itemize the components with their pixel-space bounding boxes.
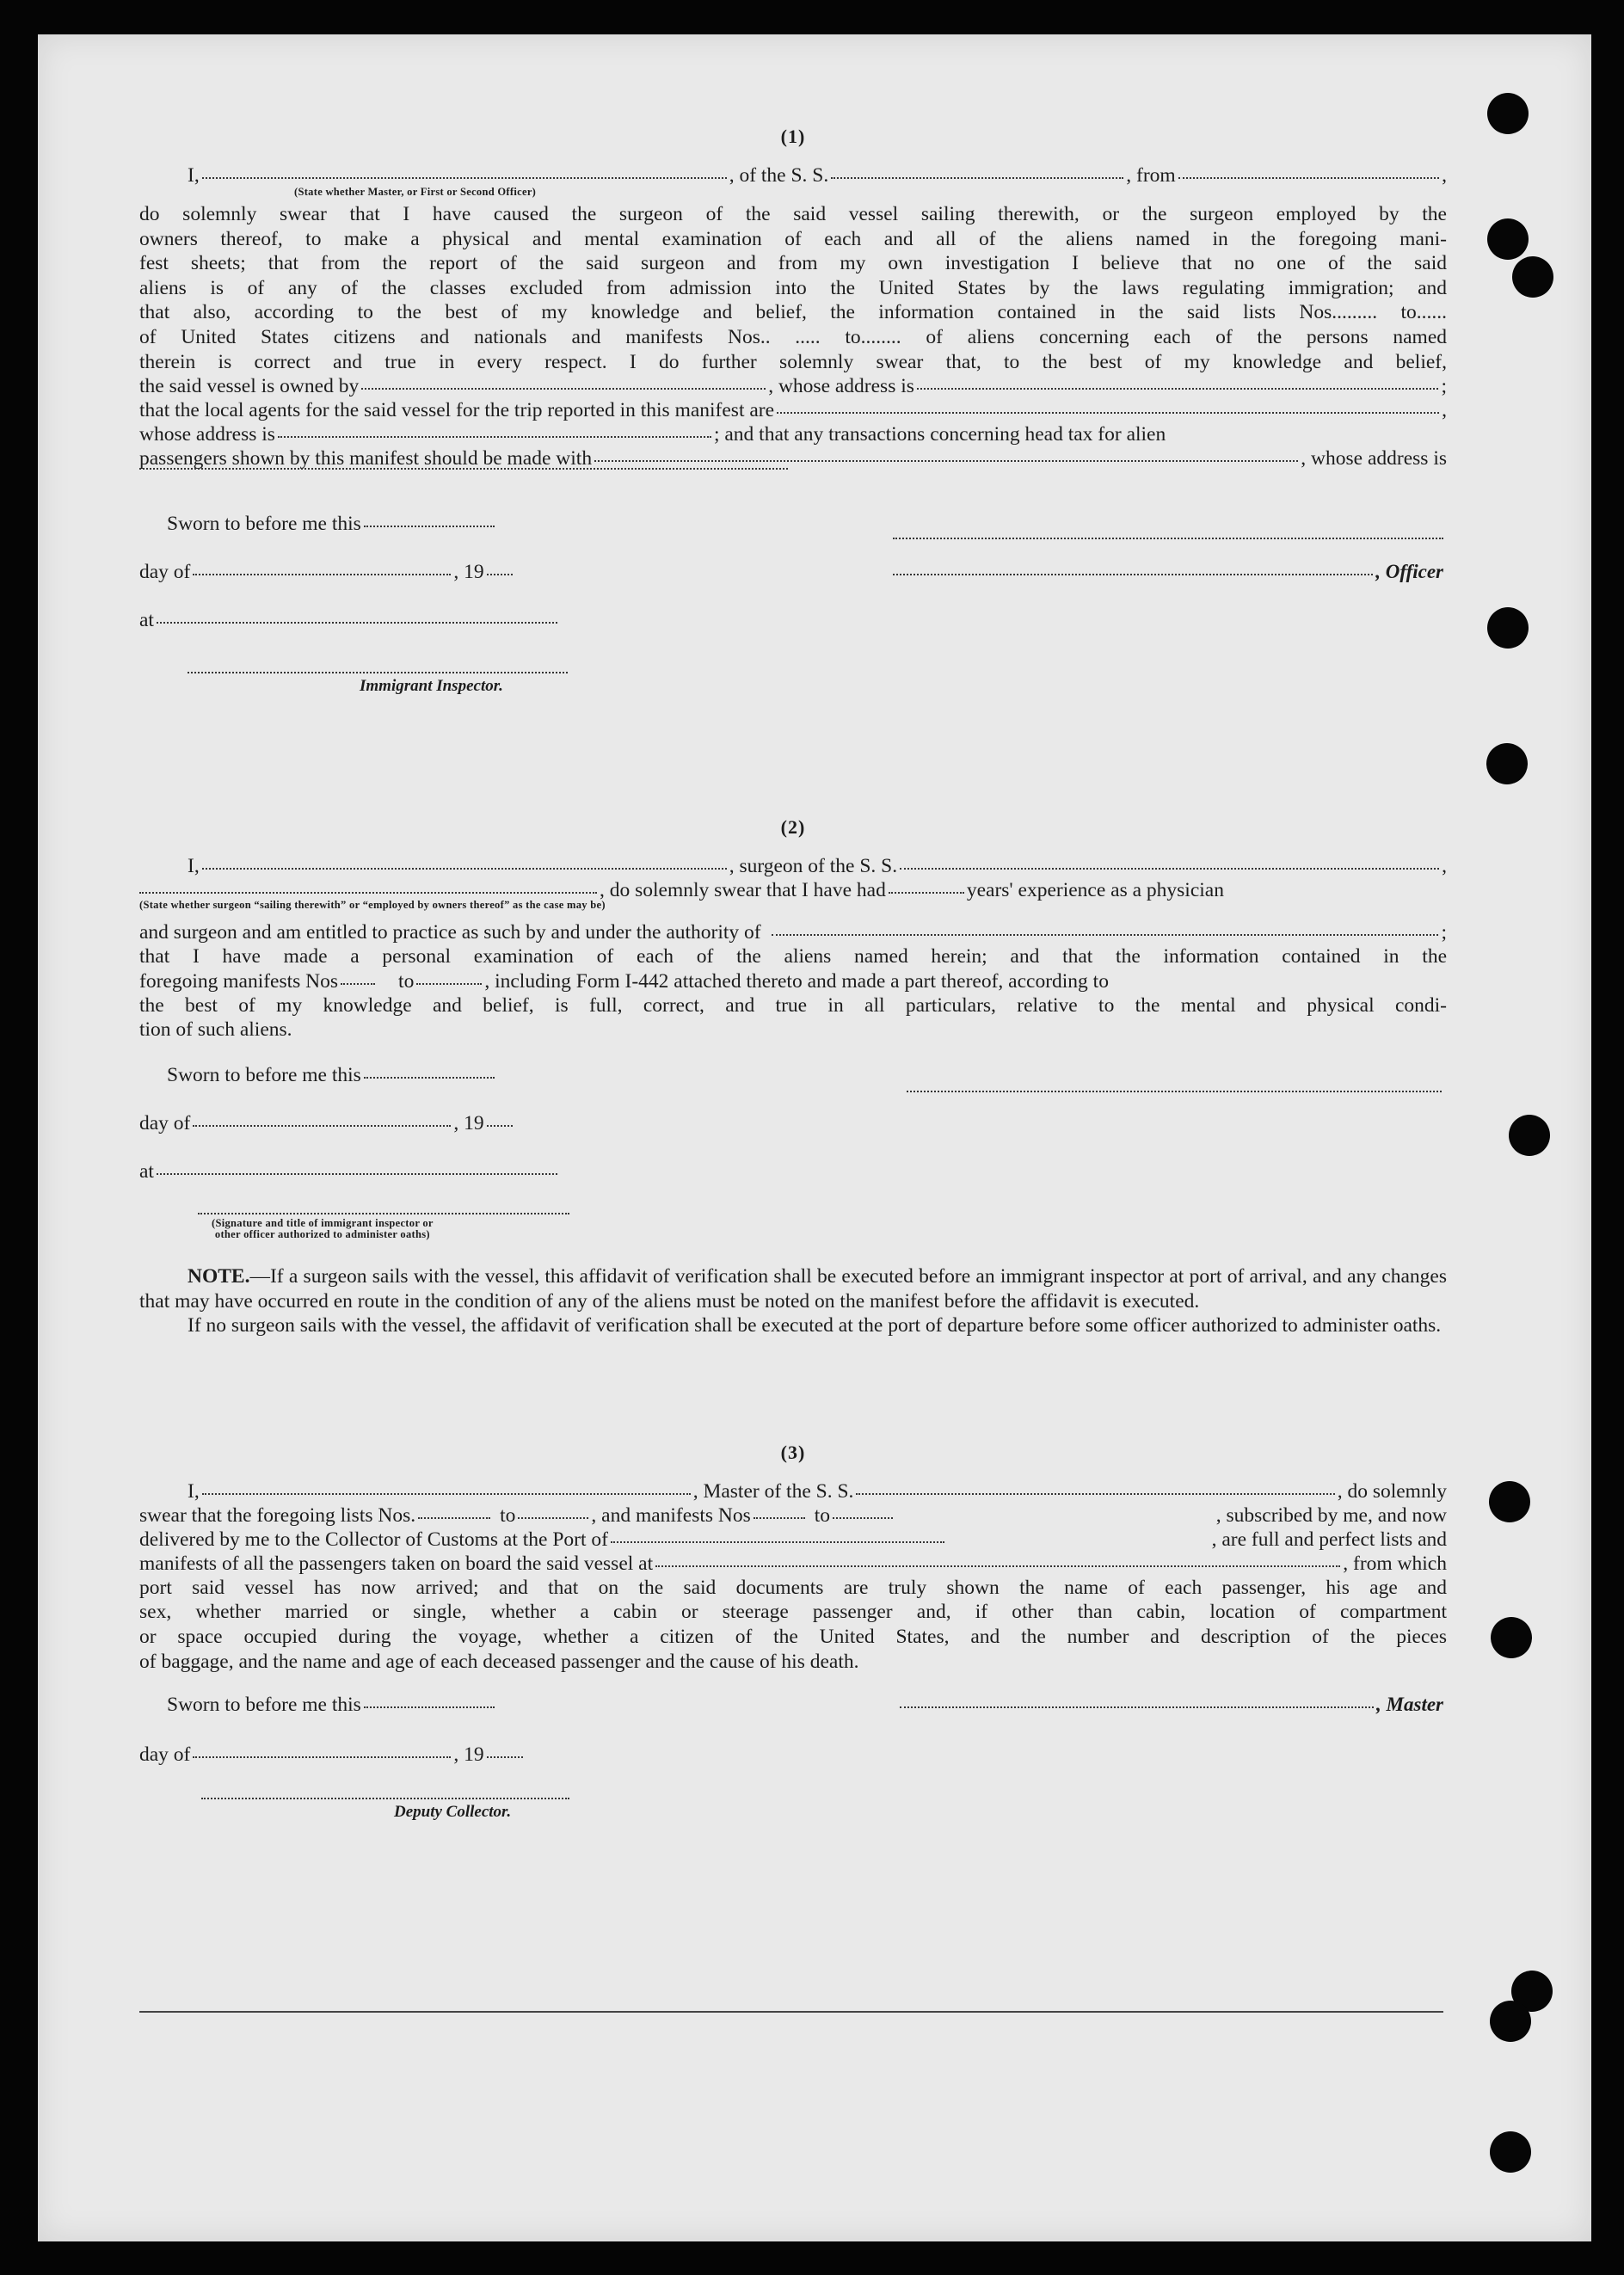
punch-hole-6 (1509, 1115, 1550, 1156)
text: Sworn to before me this (167, 1063, 361, 1086)
day-line (139, 1743, 526, 1767)
note-block (139, 1264, 1447, 1338)
text: Sworn to before me this (167, 1694, 361, 1717)
caption-surgeon-type: (State whether surgeon “sailing therewith” or “employed by owners thereof” as the case may be) (139, 899, 606, 912)
text: day of (139, 561, 191, 584)
bottom-rule (139, 2011, 1443, 2013)
text: , whose address is (768, 375, 914, 398)
text: to (500, 1503, 516, 1527)
place-blank[interactable] (157, 622, 557, 624)
paragraph-line: of baggage, and the name and age of each deceased passenger and the cause of his death. (139, 1650, 859, 1673)
text: , are full and perfect lists and (1211, 1528, 1447, 1551)
note-paragraph-2: If no surgeon sails with the vessel, the affidavit of verification shall be executed at the port of departure before some officer authorized to administer oaths. (188, 1314, 1442, 1337)
officer-label: , Officer (1375, 561, 1443, 583)
jurat-1 (139, 507, 1447, 730)
text: manifests of all the passengers taken on board the said vessel at (139, 1552, 654, 1575)
text: I, (188, 164, 200, 187)
text: , surgeon of the S. S. (729, 855, 898, 878)
master-signature-blank[interactable] (900, 1706, 1374, 1708)
sworn-line (167, 512, 497, 536)
agents-blank[interactable] (777, 412, 1439, 414)
sworn-line (167, 1063, 497, 1087)
sworn-line (167, 1693, 497, 1717)
vessel-blank[interactable] (831, 177, 1123, 179)
paragraph-line: do solemnly swear that I have caused the surgeon of the said vessel sailing therewith, or the surgeon employed by the (139, 203, 1447, 225)
affidavit-section-3 (139, 1442, 1447, 1839)
text: , (1442, 399, 1447, 422)
lists-to-blank[interactable] (518, 1517, 588, 1519)
manifests-to-blank[interactable] (833, 1517, 893, 1519)
punch-hole-5 (1486, 743, 1528, 784)
text: at (139, 609, 154, 632)
manifests-from-blank[interactable] (754, 1517, 805, 1519)
officer-line (893, 560, 1443, 584)
agents-address-line (139, 422, 1447, 446)
paragraph-line: tion of such aliens. (139, 1018, 292, 1042)
agents-line (139, 398, 1447, 422)
manifests-line (139, 969, 1447, 993)
punch-hole-4 (1487, 607, 1529, 649)
sworn-date-blank[interactable] (364, 1706, 495, 1708)
text: , do solemnly (1337, 1479, 1447, 1503)
text: that the local agents for the said vessel for the trip reported in this manifest are (139, 399, 775, 422)
paragraph-line: of United States citizens and nationals and manifests Nos.. ..... to........ of aliens concerning each of the persons named (139, 325, 1447, 348)
owner-blank[interactable] (361, 388, 766, 390)
year-blank[interactable] (487, 1125, 513, 1127)
paragraph-line: aliens is of any of the classes excluded from admission into the United States by the laws regulating immigration; and (139, 276, 1447, 299)
authority-blank[interactable] (772, 934, 1439, 936)
text: , subscribed by me, and now (1215, 1503, 1447, 1527)
text: the said vessel is owned by (139, 375, 360, 398)
paragraph-line: or space occupied during the voyage, whether a citizen of the United States, and the number and description of the pieces (139, 1625, 1447, 1648)
text: ; (1441, 375, 1447, 398)
owned-line (139, 374, 1447, 398)
month-blank[interactable] (193, 1756, 451, 1758)
punch-hole-3 (1512, 256, 1553, 298)
jurat-2 (139, 1061, 1447, 1259)
jurat-3 (139, 1693, 1447, 1839)
caption-line: other officer authorized to administer oaths) (214, 1227, 430, 1240)
text: , (1442, 164, 1447, 187)
text: , (1442, 855, 1447, 878)
text: years' experience as a physician (966, 879, 1224, 902)
authority-line (139, 920, 1447, 944)
lists-from-blank[interactable] (418, 1517, 490, 1519)
port-blank[interactable] (611, 1541, 944, 1543)
text: , Master of the S. S. (692, 1479, 854, 1503)
punch-hole-8 (1491, 1617, 1532, 1658)
paragraph-line: the best of my knowledge and belief, is full, correct, and true in all particulars, relative to the mental and physical condi- (139, 993, 1447, 1017)
head-tax-address-line (139, 470, 1447, 493)
manifest-from-blank[interactable] (341, 983, 375, 985)
text: , from (1126, 164, 1176, 187)
head-tax-line (139, 446, 1447, 470)
master-signature-line (900, 1693, 1443, 1717)
text: and surgeon and am entitled to practice as such by and under the authority of (139, 921, 761, 944)
text: , 19 (453, 561, 484, 584)
year-blank[interactable] (487, 574, 513, 575)
vessel-blank[interactable] (900, 868, 1439, 870)
caption-official (212, 1218, 434, 1240)
punch-hole-7 (1489, 1481, 1530, 1522)
head-tax-address-blank[interactable] (139, 468, 788, 470)
inspector-label: Immigrant Inspector. (360, 677, 503, 696)
sworn-date-blank[interactable] (364, 1077, 495, 1079)
inspector-signature-line[interactable] (188, 672, 568, 673)
head-tax-agent-blank[interactable] (594, 460, 1298, 462)
text: , do solemnly swear that I have had (600, 879, 886, 902)
text: ; (1441, 921, 1447, 944)
text: to (398, 969, 415, 993)
surgeon-line (139, 854, 1447, 878)
surgeon-signature-line[interactable] (907, 1091, 1442, 1092)
place-blank[interactable] (157, 1173, 557, 1175)
text: ; and that any transactions concerning head tax for alien (713, 423, 1166, 446)
text: at (139, 1159, 154, 1183)
surgeon-name-blank[interactable] (202, 868, 727, 870)
text: passengers shown by this manifest should be made with (139, 447, 593, 470)
paragraph-line: therein is correct and true in every respect. I do further solemnly swear that, to the best of my knowledge and belief, (139, 350, 1447, 373)
officer-signature-blank[interactable] (893, 574, 1373, 575)
text: day of (139, 1743, 191, 1767)
caption-officer-rank: (State whether Master, or First or Second Officer) (294, 186, 537, 198)
text: swear that the foregoing lists Nos. (139, 1503, 416, 1527)
oath-paragraph (139, 202, 1447, 374)
text: , 19 (453, 1743, 484, 1767)
punch-hole-2 (1487, 218, 1529, 260)
port-line (139, 1528, 1447, 1552)
deputy-signature-line[interactable] (201, 1798, 569, 1799)
paragraph-line: that I have made a personal examination of each of the aliens named herein; and that the information contained in the (139, 945, 1447, 968)
text: , whose address is (1301, 447, 1447, 470)
officer-signature-line-1[interactable] (893, 538, 1443, 539)
text: I, (188, 855, 200, 878)
manifest-to-blank[interactable] (416, 983, 482, 985)
text: , including Form I-442 attached thereto and made a part thereof, according to (484, 969, 1109, 993)
years-blank[interactable] (889, 892, 964, 894)
boarding-port-blank[interactable] (655, 1565, 1340, 1567)
at-line (139, 1159, 560, 1184)
from-blank[interactable] (1178, 177, 1439, 179)
day-line (139, 560, 515, 584)
month-blank[interactable] (193, 574, 451, 575)
day-line (139, 1111, 515, 1135)
surgeon-type-blank[interactable] (139, 892, 597, 894)
lists-line (139, 1503, 1447, 1528)
caption-line: (Signature and title of immigrant inspector or (212, 1216, 434, 1229)
note-paragraph-1 (139, 1264, 1447, 1313)
punch-hole-11 (1490, 2131, 1531, 2173)
text: delivered by me to the Collector of Customs at the Port of (139, 1528, 608, 1551)
sworn-date-blank[interactable] (364, 526, 495, 527)
affidavit-section-1 (139, 126, 1447, 730)
paragraph-line: that also, according to the best of my knowledge and belief, the information contained in the said lists Nos......... to...... (139, 301, 1447, 324)
note-lead: NOTE. (188, 1264, 250, 1288)
text: foregoing manifests Nos (139, 969, 339, 993)
name-blank[interactable] (202, 177, 727, 179)
year-blank[interactable] (487, 1756, 523, 1758)
paragraph-line: fest sheets; that from the report of the said surgeon and from my own investigation I believe that no one of the said (139, 252, 1447, 275)
master-line (139, 163, 1447, 188)
paragraph-line: sex, whether married or single, whether a cabin or steerage passenger and, if other than cabin, location of compartment (139, 1601, 1447, 1624)
text: , of the S. S. (729, 164, 829, 187)
master-line (139, 1479, 1447, 1503)
paragraph-line: owners thereof, to make a physical and mental examination of each and all of the aliens named in the foregoing mani- (139, 227, 1447, 250)
text: , and manifests Nos (591, 1503, 751, 1527)
master-name-blank[interactable] (202, 1493, 691, 1495)
text: to (814, 1503, 831, 1527)
punch-hole-1 (1487, 93, 1529, 134)
agents-address-blank[interactable] (278, 436, 711, 438)
text: , from which (1343, 1552, 1447, 1575)
punch-hole-10 (1490, 2001, 1531, 2042)
section-number: (2) (780, 816, 806, 839)
deputy-label: Deputy Collector. (394, 1803, 512, 1822)
text: , 19 (453, 1111, 484, 1134)
note-text: —If a surgeon sails with the vessel, this affidavit of verification shall be executed before an immigrant inspector at port of arrival, and any changes that may have occurred en route in the condition of any of the aliens must be noted on the manifest before the affidavit is executed. (139, 1264, 1447, 1313)
official-signature-line[interactable] (198, 1213, 569, 1214)
master-label: , Master (1376, 1694, 1443, 1716)
at-line (139, 608, 560, 632)
vessel-blank[interactable] (856, 1493, 1334, 1495)
owner-address-blank[interactable] (917, 388, 1439, 390)
text: I, (188, 1479, 200, 1503)
affidavit-content (139, 126, 1447, 1839)
boarded-line (139, 1552, 1447, 1576)
paragraph-line: port said vessel has now arrived; and that on the said documents are truly shown the name of each passenger, his age and (139, 1576, 1447, 1599)
affidavit-section-2 (139, 816, 1447, 1338)
text: Sworn to before me this (167, 513, 361, 536)
section-number: (3) (780, 1441, 806, 1463)
oath-paragraph (139, 1576, 1447, 1674)
section-number: (1) (780, 126, 806, 147)
text: day of (139, 1111, 191, 1134)
text: whose address is (139, 423, 275, 446)
month-blank[interactable] (193, 1125, 451, 1127)
